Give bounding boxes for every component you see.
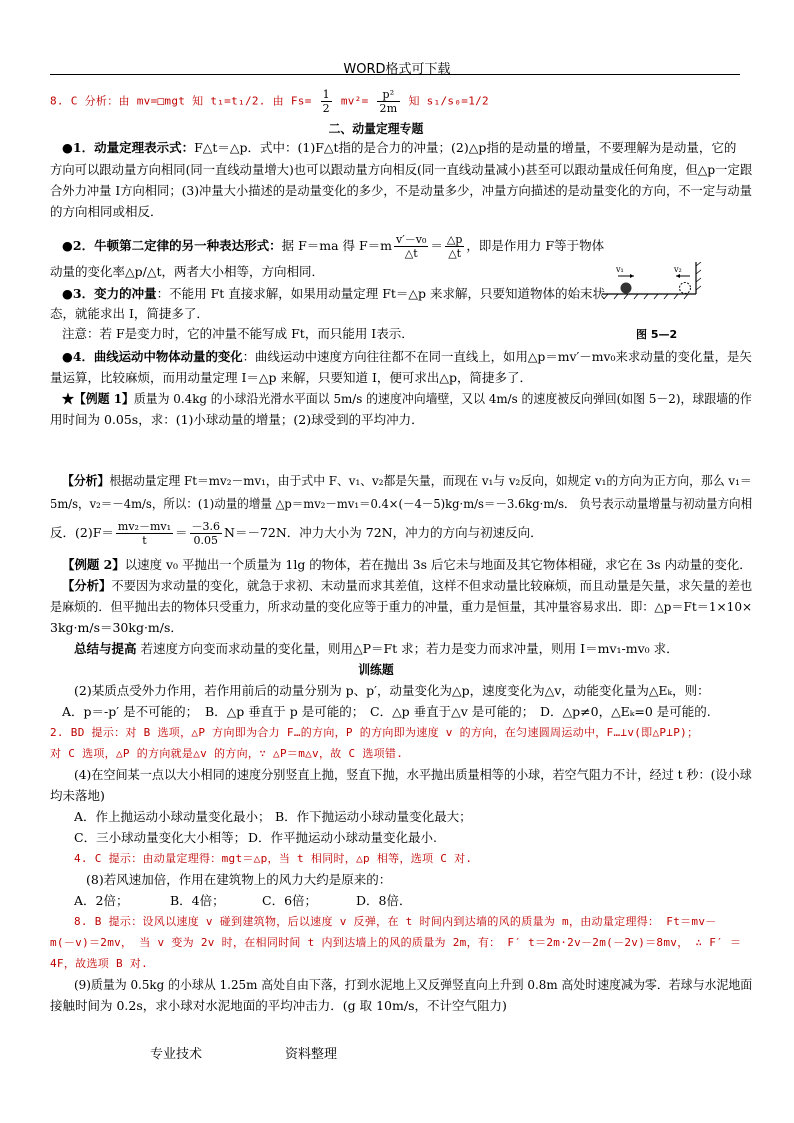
- arrow-v2-head: [676, 274, 680, 278]
- point-2-text-a: 据 F＝ma 得 F＝m: [281, 238, 393, 253]
- header-rule: [50, 74, 740, 75]
- footer-left: 专业技术: [150, 1047, 203, 1062]
- fraction-dp-dt: [445, 233, 465, 260]
- wall-hatching: [696, 262, 701, 290]
- answer-2-line-1: 2. BD 提示：对 B 选项，△P 方向即为合力 F…的方向，P 的方向即为速度 v 的方向，在匀速圆周运动中，F…⊥v(即△P⊥P)；: [50, 726, 699, 739]
- analysis-2-line-3: 3kg·m/s＝30kg·m/s．: [50, 620, 183, 635]
- question-2-option-c: C．△p 垂直于△v 是可能的；: [370, 704, 535, 719]
- point-3-heading: ●3．变力的冲量: [62, 286, 157, 301]
- analysis-1-text-c: N＝－72N．冲力大小为 72N，冲力的方向与初速反向．: [224, 525, 543, 540]
- section-title: 二、动量定理专题: [328, 121, 424, 136]
- point-3-note: 注意：若 F是变力时，它的冲量不能写成 Ft，而只能用 I表示．: [62, 326, 414, 341]
- analysis-1-text-a: 反．(2)F＝: [50, 525, 114, 540]
- analysis-2-label: 【分析】: [62, 578, 112, 593]
- analysis-1-text: 根据动量定理 Ft＝mv₂－mv₁，由于式中 F、v₁、v₂都是矢量，而现在 v₁与 v₂反向，如规定 v₁的方向为正方向，那么 v₁＝: [109, 473, 752, 488]
- fraction-p2-2m: [377, 88, 399, 115]
- analysis-1-line-3: [50, 520, 543, 547]
- ball-rebound-icon: [680, 283, 691, 294]
- fraction-den: 2: [322, 102, 330, 115]
- fraction-den: t: [142, 534, 147, 547]
- example-2-label: 【例题 2】: [62, 557, 125, 572]
- question-8-option-b: B．4倍；: [170, 893, 225, 908]
- question-4-option-c: C．三小球动量变化大小相等；: [74, 830, 247, 845]
- example-2-text: 以速度 v₀ 平抛出一个质量为 1lg 的物体，若在抛出 3s 后它未与地面及其它物体相碰，求它在 3s 内动量的变化．: [124, 557, 752, 572]
- summary-line: [74, 640, 679, 658]
- point-1-line-3: 合外力冲量 I方向相同；(3)冲量大小描述的是动量变化的多少，不是动量多少，冲量方向描述的是动量变化的方向，不一定与动量: [50, 183, 752, 198]
- ball-icon: [621, 283, 632, 294]
- fraction-num: v′－v₀: [396, 233, 427, 246]
- label-v2: v₂: [674, 265, 682, 274]
- point-4-line-1: [62, 348, 752, 366]
- question-8-stem: (8)若风速加倍，作用在建筑物上的风力大约是原来的：: [86, 872, 392, 887]
- fraction-dv-dt: [394, 233, 428, 260]
- fraction-half: [321, 88, 332, 115]
- example-1-label: ★【例题 1】: [62, 391, 134, 406]
- equals: ＝: [430, 238, 443, 253]
- question-2-stem: (2)某质点受外力作用，若作用前后的动量分别为 p、p′，动量变化为△p，速度变化为△v，动能变化量为△Eₖ，则：: [74, 683, 710, 698]
- fraction-den: 0.05: [193, 534, 219, 547]
- question-4-stem: (4)在空间某一点以大小相同的速度分别竖直上抛，竖直下抛，水平抛出质量相等的小球，若空气阻力不计，经过 t 秒：(设小球: [74, 767, 752, 782]
- question-8-option-d: D．8倍．: [356, 893, 412, 908]
- answer-8b-line-2: m(－v)＝2mv， 当 v 变为 2v 时，在相同时间 t 内到达墙上的风的质量为 2m，有： F′ t＝2m·2v－2m(－2v)＝8mv， ∴ F′ ＝: [50, 936, 742, 949]
- answer-8-text-a: 8. C 分析：由 mv=□mgt 知 t₁=t₁/2. 由 Fs=: [50, 94, 312, 108]
- fraction-den: △t: [448, 247, 462, 260]
- analysis-2-line-1: [62, 577, 752, 595]
- point-1-line-4: 的方向相同或相反．: [50, 204, 163, 219]
- point-2-text-c: ，即是作用力 F等于物体: [466, 238, 605, 253]
- question-4-option-b: B．作下抛运动小球动量变化最大；: [275, 809, 472, 824]
- point-1-heading: ●1．动量定理表示式：: [62, 140, 195, 155]
- question-9-line-1: (9)质量为 0.5kg 的小球从 1.25m 高处自由下落，打到水泥地上又反弹竖直向上升到 0.8m 高处时速度减为零．若球与水泥地面: [74, 977, 753, 992]
- point-1-line-1: [62, 139, 736, 157]
- answer-8-text-b: mv²=: [340, 94, 369, 108]
- label-v1: v₁: [616, 265, 624, 274]
- footer-right: 资料整理: [285, 1047, 338, 1062]
- figure-caption: 图 5—2: [636, 328, 678, 341]
- question-2-option-a: A．p＝-p′ 是不可能的；: [62, 704, 199, 719]
- analysis-1-label: 【分析】: [62, 473, 110, 488]
- point-3-line-2: 态，就能求出 I，简捷多了．: [50, 306, 209, 321]
- figure-ball-wall: [600, 262, 704, 302]
- fraction-den: △t: [404, 247, 418, 260]
- page-header: WORD格式可下载: [343, 62, 451, 77]
- example-2-line: [62, 556, 752, 574]
- fraction-den: 2m: [379, 102, 398, 115]
- answer-8-line: [50, 88, 489, 115]
- question-4-option-d: D．作平抛运动小球动量变化最小.: [248, 830, 437, 845]
- point-1-line-2: 方向可以跟动量方向相同(同一直线动量增大)也可以跟动量方向相反(同一直线动量减小)甚至可以跟动量成任何角度，但△p一定跟: [50, 162, 753, 177]
- equals: ＝: [175, 525, 188, 540]
- analysis-1-line-1: [62, 472, 752, 490]
- answer-8b-line-1: 8. B 提示：设风以速度 v 碰到建筑物，后以速度 v 反弹，在 t 时间内到达墙的风的质量为 m，由动量定理得： Ft＝mv－: [74, 915, 717, 928]
- fraction-num: －3.6: [191, 520, 221, 533]
- fraction-num: 1: [322, 88, 330, 101]
- point-3-line-1: [62, 285, 605, 303]
- analysis-1-line-2: 5m/s，v₂＝－4m/s，所以：(1)动量的增量 △p＝mv₂－mv₁＝0.4×(－4－5)kg·m/s＝－3.6kg·m/s． 负号表示动量增量与初动量方向相: [50, 496, 753, 511]
- point-3-text: ：不能用 Ft 直接求解，如果用动量定理 Ft＝△p 来求解，只要知道物体的始末状: [156, 286, 606, 301]
- training-title: 训练题: [358, 662, 394, 677]
- question-2-option-d: D．△p≠0，△Eₖ=0 是可能的.: [540, 704, 711, 719]
- point-2-heading: ●2．牛顿第二定律的另一种表达形式：: [62, 238, 282, 253]
- answer-4-line: 4. C 提示：由动量定理得：mgt＝△p，当 t 相同时，△p 相等，选项 C 对.: [74, 852, 473, 865]
- summary-label: 总结与提高: [74, 641, 137, 656]
- point-2-line-2: 动量的变化率△p/△t，两者大小相等，方向相同．: [50, 264, 324, 279]
- point-4-heading: ●4．曲线运动中物体动量的变化: [62, 349, 243, 364]
- question-9-line-2: 接触时间为 0.2s，求小球对水泥地面的平均冲击力．(g 取 10m/s，不计空气阻力): [50, 998, 507, 1013]
- answer-2-line-2: 对 C 选项，△P 的方向就是△v 的方向，∵ △P＝m△v，故 C 选项错.: [50, 747, 404, 760]
- answer-8b-line-3: 4F，故选项 B 对.: [50, 957, 149, 970]
- fraction-momentum: [116, 520, 173, 547]
- question-2-option-b: B．△p 垂直于 p 是可能的；: [205, 704, 365, 719]
- question-8-option-a: A．2倍；: [74, 893, 129, 908]
- question-4-stem-2: 均未落地): [50, 788, 105, 803]
- point-4-text: ：曲线运动中速度方向往往都不在同一直线上，如用△p＝mv′－mv₀来求动量的变化量，是矢: [242, 349, 752, 364]
- answer-8-text-c: 知 s₁/s₀=1/2: [408, 94, 489, 108]
- example-1-text: 质量为 0.4kg 的小球沿光滑水平面以 5m/s 的速度冲向墙壁，又以 4m/s 的速度被反向弹回(如图 5－2)，球跟墙的作: [133, 391, 752, 406]
- fraction-num: mv₂－mv₁: [117, 520, 171, 533]
- example-1-line-1: [62, 390, 752, 408]
- analysis-2-line-2: 是麻烦的．但平抛出去的物体只受重力，所求动量的变化应等于重力的冲量，重力是恒量，其冲量容易求出．即：△p＝Ft＝1×10×: [50, 599, 753, 614]
- point-1-text: F△t＝△p．式中：(1)F△t指的是合力的冲量；(2)△p指的是动量的增量，不要理解为是动量，它的: [194, 140, 737, 155]
- example-1-line-2: 用时间为 0.05s，求：(1)小球动量的增量；(2)球受到的平均冲力．: [50, 412, 424, 427]
- question-4-option-a: A．作上抛运动小球动量变化最小；: [74, 809, 271, 824]
- question-8-option-c: C．6倍；: [262, 893, 318, 908]
- point-4-line-2: 量运算，比较麻烦，而用动量定理 I＝△p 来解，只要知道 I，便可求出△p，简捷多了．: [50, 370, 533, 385]
- ground-hatching: [604, 294, 688, 299]
- analysis-2-text: 不要因为求动量的变化，就急于求初、末动量而求其差值，这样不但求动量比较麻烦，而且动量是矢量，求矢量的差也: [111, 578, 753, 593]
- point-2-line-1: [62, 233, 604, 260]
- fraction-num: p²: [377, 88, 399, 102]
- arrow-v1-head: [630, 274, 634, 278]
- fraction-num: △p: [446, 233, 463, 246]
- fraction-value: [190, 520, 223, 547]
- summary-text: 若速度方向变而求动量的变化量，则用△P＝Ft 求；若力是变力而求冲量，则用 I＝mv₁-mv₀ 求．: [136, 641, 679, 656]
